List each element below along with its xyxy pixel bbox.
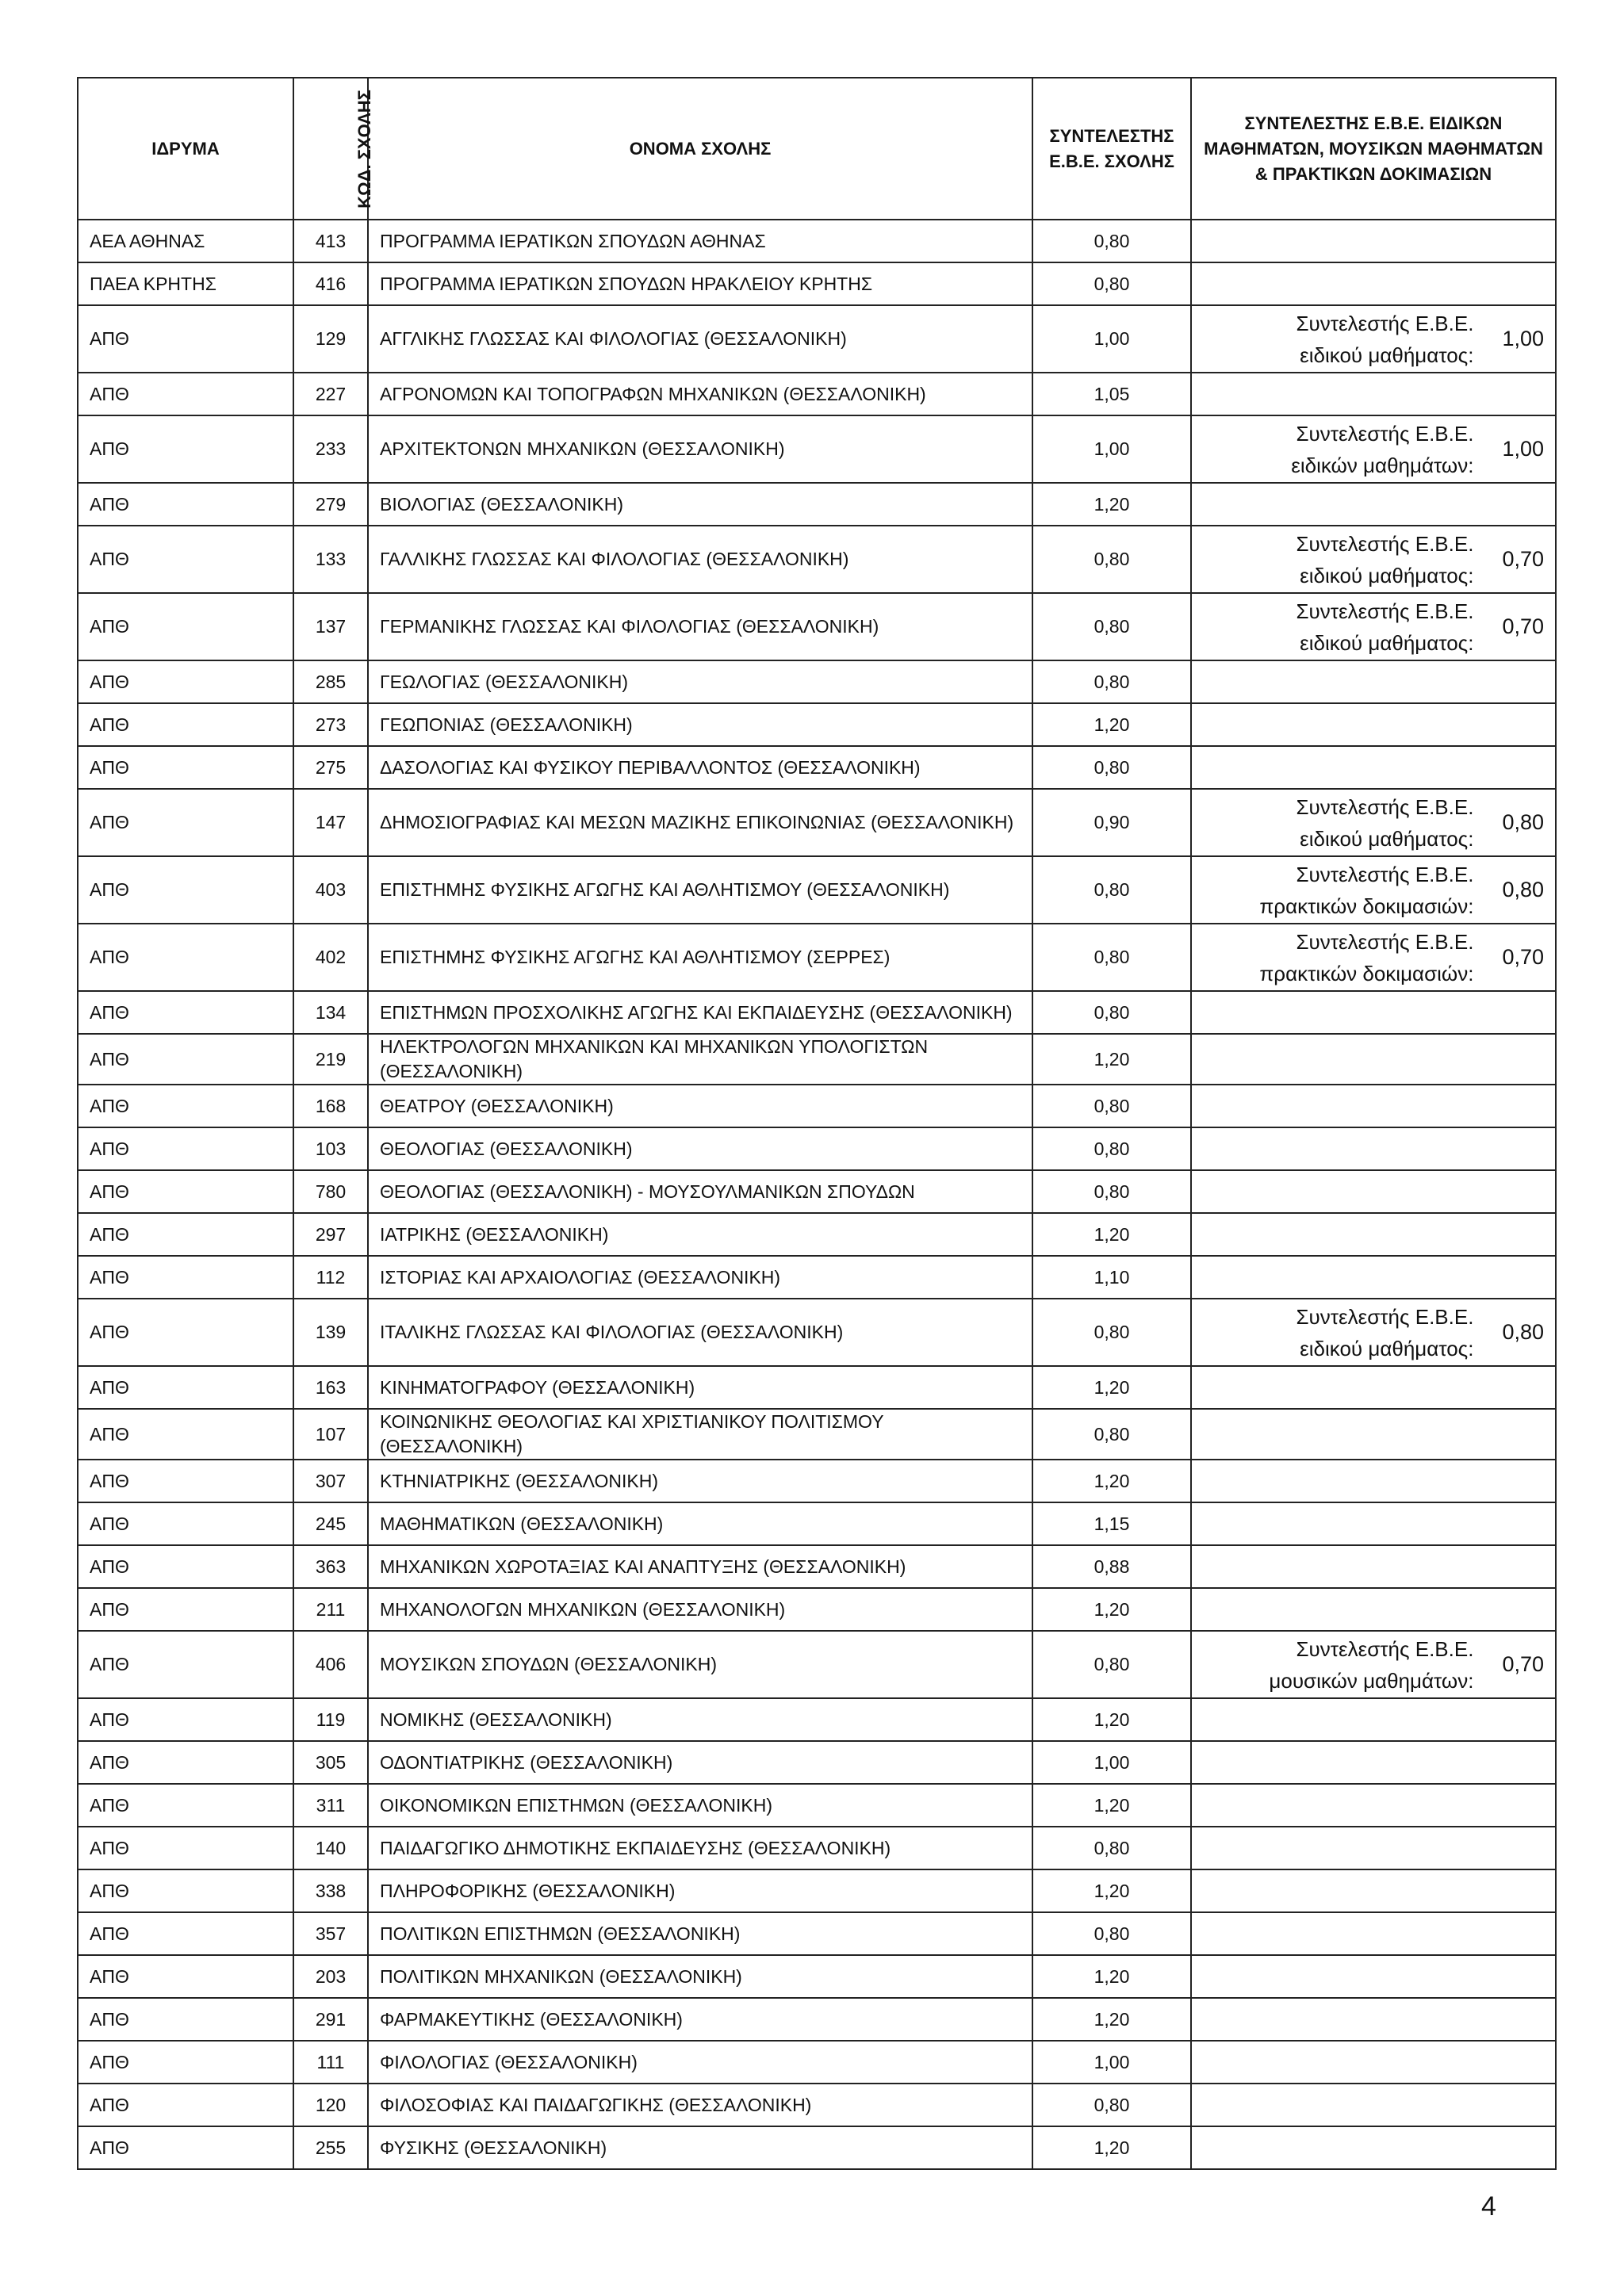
table-row (78, 1299, 1556, 1366)
school-code-cell: 227 (293, 373, 368, 415)
institution-cell: ΑΠΘ (78, 1869, 293, 1912)
special-coefficient-cell (1191, 593, 1556, 660)
table-row (78, 1631, 1556, 1698)
institution-cell: ΑΠΘ (78, 746, 293, 789)
special-coefficient-label (1296, 791, 1473, 855)
special-coefficient-cell (1191, 746, 1556, 789)
school-name-cell: ΚΤΗΝΙΑΤΡΙΚΗΣ (ΘΕΣΣΑΛΟΝΙΚΗ) (368, 1460, 1032, 1502)
special-coefficient (1203, 308, 1544, 371)
school-name-cell: ΝΟΜΙΚΗΣ (ΘΕΣΣΑΛΟΝΙΚΗ) (368, 1698, 1032, 1741)
institution-cell: ΑΠΘ (78, 1034, 293, 1085)
school-coefficient-cell: 0,80 (1032, 1299, 1191, 1366)
institution-cell: ΑΠΘ (78, 1784, 293, 1827)
school-code-cell: 285 (293, 660, 368, 703)
school-coefficient-cell: 1,20 (1032, 1955, 1191, 1998)
institution-cell: ΑΠΘ (78, 789, 293, 856)
special-coefficient-cell (1191, 1588, 1556, 1631)
school-code-cell: 139 (293, 1299, 368, 1366)
school-code-cell: 275 (293, 746, 368, 789)
institution-cell: ΑΠΘ (78, 1170, 293, 1213)
school-coefficient-cell: 0,80 (1032, 746, 1191, 789)
school-name-cell: ΦΑΡΜΑΚΕΥΤΙΚΗΣ (ΘΕΣΣΑΛΟΝΙΚΗ) (368, 1998, 1032, 2041)
institution-cell: ΑΠΘ (78, 1256, 293, 1299)
header-school-code (293, 78, 374, 220)
institution-cell: ΑΠΘ (78, 1912, 293, 1955)
school-coefficient-cell: 1,20 (1032, 1366, 1191, 1409)
institution-cell: ΑΠΘ (78, 1827, 293, 1869)
institution-cell: ΑΠΘ (78, 526, 293, 593)
school-coefficient-cell: 1,05 (1032, 373, 1191, 415)
school-code-cell: 338 (293, 1869, 368, 1912)
institution-cell: ΑΕΑ ΑΘΗΝΑΣ (78, 220, 293, 262)
school-coefficient-cell: 0,80 (1032, 1127, 1191, 1170)
school-name-cell: ΠΡΟΓΡΑΜΜΑ ΙΕΡΑΤΙΚΩΝ ΣΠΟΥΔΩΝ ΑΘΗΝΑΣ (368, 220, 1032, 262)
special-coefficient-cell (1191, 1127, 1556, 1170)
table-row (78, 1869, 1556, 1912)
special-label-line1: Συντελεστής Ε.Β.Ε. (1296, 929, 1474, 954)
school-coefficient-cell: 0,80 (1032, 1912, 1191, 1955)
special-coefficient-value: 0,70 (1502, 614, 1544, 638)
school-coefficient-cell: 1,00 (1032, 415, 1191, 483)
special-coefficient-value: 0,80 (1502, 1320, 1544, 1344)
special-coefficient-value: 0,70 (1502, 945, 1544, 969)
special-label-line2: μουσικών μαθημάτων: (1269, 1668, 1474, 1693)
school-code-cell: 245 (293, 1502, 368, 1545)
school-code-cell: 203 (293, 1955, 368, 1998)
school-coefficient-cell: 0,80 (1032, 856, 1191, 924)
table-row (78, 483, 1556, 526)
special-coefficient-label (1291, 418, 1473, 481)
school-coefficient-cell: 1,20 (1032, 1034, 1191, 1085)
header-school-name: ΟΝΟΜΑ ΣΧΟΛΗΣ (368, 78, 1032, 220)
school-code-cell: 168 (293, 1085, 368, 1127)
institution-cell: ΑΠΘ (78, 1460, 293, 1502)
special-coefficient-cell (1191, 856, 1556, 924)
special-coefficient-cell (1191, 1912, 1556, 1955)
page-number: 4 (1481, 2191, 1496, 2221)
school-name-cell: ΙΑΤΡΙΚΗΣ (ΘΕΣΣΑΛΟΝΙΚΗ) (368, 1213, 1032, 1256)
institution-cell: ΑΠΘ (78, 1631, 293, 1698)
table-row (78, 1998, 1556, 2041)
school-code-cell: 103 (293, 1127, 368, 1170)
school-code-cell: 112 (293, 1256, 368, 1299)
school-coefficient-cell: 1,20 (1032, 1998, 1191, 2041)
school-name-cell: ΑΓΡΟΝΟΜΩΝ ΚΑΙ ΤΟΠΟΓΡΑΦΩΝ ΜΗΧΑΝΙΚΩΝ (ΘΕΣΣΑΛΟΝΙΚΗ) (368, 373, 1032, 415)
special-coefficient (1203, 1633, 1544, 1697)
school-code-cell: 107 (293, 1409, 368, 1460)
school-name-cell: ΓΕΩΠΟΝΙΑΣ (ΘΕΣΣΑΛΟΝΙΚΗ) (368, 703, 1032, 746)
special-coefficient-cell (1191, 2084, 1556, 2126)
institution-cell: ΑΠΘ (78, 856, 293, 924)
school-name-cell: ΙΣΤΟΡΙΑΣ ΚΑΙ ΑΡΧΑΙΟΛΟΓΙΑΣ (ΘΕΣΣΑΛΟΝΙΚΗ) (368, 1256, 1032, 1299)
special-coefficient-cell (1191, 660, 1556, 703)
school-name-cell: ΚΙΝΗΜΑΤΟΓΡΑΦΟΥ (ΘΕΣΣΑΛΟΝΙΚΗ) (368, 1366, 1032, 1409)
school-name-cell: ΠΛΗΡΟΦΟΡΙΚΗΣ (ΘΕΣΣΑΛΟΝΙΚΗ) (368, 1869, 1032, 1912)
table-row (78, 1460, 1556, 1502)
school-coefficient-cell: 0,80 (1032, 991, 1191, 1034)
school-name-cell: ΘΕΟΛΟΓΙΑΣ (ΘΕΣΣΑΛΟΝΙΚΗ) (368, 1127, 1032, 1170)
table-row (78, 746, 1556, 789)
school-code-cell: 413 (293, 220, 368, 262)
table-row (78, 2084, 1556, 2126)
special-coefficient-cell (1191, 262, 1556, 305)
institution-cell: ΑΠΘ (78, 483, 293, 526)
special-label-line1: Συντελεστής Ε.Β.Ε. (1296, 862, 1474, 886)
table-row (78, 1034, 1556, 1085)
special-label-line2: πρακτικών δοκιμασιών: (1259, 894, 1474, 918)
institution-cell: ΑΠΘ (78, 660, 293, 703)
special-coefficient-cell (1191, 703, 1556, 746)
special-coefficient-cell (1191, 1741, 1556, 1784)
institution-cell: ΑΠΘ (78, 1955, 293, 1998)
institution-cell: ΑΠΘ (78, 593, 293, 660)
school-coefficient-cell: 1,00 (1032, 1741, 1191, 1784)
special-coefficient-cell (1191, 1213, 1556, 1256)
institution-cell: ΑΠΘ (78, 1409, 293, 1460)
school-coefficient-cell: 0,80 (1032, 526, 1191, 593)
table-row (78, 991, 1556, 1034)
special-coefficient-label (1296, 308, 1473, 371)
institution-cell: ΑΠΘ (78, 991, 293, 1034)
school-name-cell: ΕΠΙΣΤΗΜΗΣ ΦΥΣΙΚΗΣ ΑΓΩΓΗΣ ΚΑΙ ΑΘΛΗΤΙΣΜΟΥ (ΣΕΡΡΕΣ) (368, 924, 1032, 991)
table-row (78, 262, 1556, 305)
special-coefficient-cell (1191, 924, 1556, 991)
institution-cell: ΑΠΘ (78, 1741, 293, 1784)
school-code-cell: 780 (293, 1170, 368, 1213)
school-code-cell: 137 (293, 593, 368, 660)
school-coefficient-cell: 0,80 (1032, 1631, 1191, 1698)
special-label-line2: ειδικού μαθήματος: (1300, 563, 1474, 587)
table-row (78, 856, 1556, 924)
special-coefficient-label (1259, 926, 1473, 989)
school-name-cell: ΜΗΧΑΝΟΛΟΓΩΝ ΜΗΧΑΝΙΚΩΝ (ΘΕΣΣΑΛΟΝΙΚΗ) (368, 1588, 1032, 1631)
school-coefficient-cell: 0,80 (1032, 1170, 1191, 1213)
school-name-cell: ΓΑΛΛΙΚΗΣ ΓΛΩΣΣΑΣ ΚΑΙ ΦΙΛΟΛΟΓΙΑΣ (ΘΕΣΣΑΛΟΝΙΚΗ) (368, 526, 1032, 593)
school-coefficient-cell: 1,10 (1032, 1256, 1191, 1299)
school-name-cell: ΗΛΕΚΤΡΟΛΟΓΩΝ ΜΗΧΑΝΙΚΩΝ ΚΑΙ ΜΗΧΑΝΙΚΩΝ ΥΠΟΛΟΓΙΣΤΩΝ (ΘΕΣΣΑΛΟΝΙΚΗ) (368, 1034, 1032, 1085)
special-label-line1: Συντελεστής Ε.Β.Ε. (1296, 421, 1474, 446)
school-coefficient-cell: 1,15 (1032, 1502, 1191, 1545)
school-code-cell: 403 (293, 856, 368, 924)
institution-cell: ΑΠΘ (78, 1213, 293, 1256)
school-name-cell: ΘΕΑΤΡΟΥ (ΘΕΣΣΑΛΟΝΙΚΗ) (368, 1085, 1032, 1127)
school-coefficient-cell: 1,20 (1032, 483, 1191, 526)
institution-cell: ΑΠΘ (78, 1545, 293, 1588)
school-code-cell: 357 (293, 1912, 368, 1955)
institution-cell: ΑΠΘ (78, 1998, 293, 2041)
school-coefficient-cell: 0,80 (1032, 1409, 1191, 1460)
school-coefficient-cell: 0,88 (1032, 1545, 1191, 1588)
table-row (78, 593, 1556, 660)
special-coefficient-cell (1191, 483, 1556, 526)
school-code-cell: 119 (293, 1698, 368, 1741)
special-coefficient-cell (1191, 1631, 1556, 1698)
coefficients-table (77, 77, 1557, 2170)
special-coefficient-cell (1191, 1827, 1556, 1869)
special-label-line2: ειδικού μαθήματος: (1300, 1336, 1474, 1360)
table-row (78, 1127, 1556, 1170)
school-code-cell: 255 (293, 2126, 368, 2169)
special-coefficient-cell (1191, 1998, 1556, 2041)
special-coefficient (1203, 1301, 1544, 1364)
special-coefficient-cell (1191, 1955, 1556, 1998)
table-row (78, 1170, 1556, 1213)
school-name-cell: ΠΟΛΙΤΙΚΩΝ ΜΗΧΑΝΙΚΩΝ (ΘΕΣΣΑΛΟΝΙΚΗ) (368, 1955, 1032, 1998)
table-row (78, 2126, 1556, 2169)
special-coefficient-label (1296, 1301, 1473, 1364)
header-institution: ΙΔΡΥΜΑ (78, 78, 293, 220)
table-row (78, 1213, 1556, 1256)
school-coefficient-cell: 0,80 (1032, 220, 1191, 262)
school-code-cell: 219 (293, 1034, 368, 1085)
school-code-cell: 305 (293, 1741, 368, 1784)
institution-cell: ΑΠΘ (78, 1698, 293, 1741)
special-coefficient-cell (1191, 789, 1556, 856)
school-name-cell: ΕΠΙΣΤΗΜΗΣ ΦΥΣΙΚΗΣ ΑΓΩΓΗΣ ΚΑΙ ΑΘΛΗΤΙΣΜΟΥ (ΘΕΣΣΑΛΟΝΙΚΗ) (368, 856, 1032, 924)
table-row (78, 526, 1556, 593)
special-coefficient-cell (1191, 1366, 1556, 1409)
table-row (78, 415, 1556, 483)
special-coefficient-cell (1191, 526, 1556, 593)
school-name-cell: ΠΡΟΓΡΑΜΜΑ ΙΕΡΑΤΙΚΩΝ ΣΠΟΥΔΩΝ ΗΡΑΚΛΕΙΟΥ ΚΡΗΤΗΣ (368, 262, 1032, 305)
table-row (78, 2041, 1556, 2084)
special-label-line1: Συντελεστής Ε.Β.Ε. (1296, 311, 1474, 335)
special-coefficient-cell (1191, 1545, 1556, 1588)
school-coefficient-cell: 0,80 (1032, 1827, 1191, 1869)
institution-cell: ΑΠΘ (78, 924, 293, 991)
school-code-cell: 120 (293, 2084, 368, 2126)
table-row (78, 1698, 1556, 1741)
special-label-line2: ειδικού μαθήματος: (1300, 630, 1474, 655)
institution-cell: ΑΠΘ (78, 1588, 293, 1631)
table-row (78, 1741, 1556, 1784)
special-coefficient-value: 0,70 (1502, 1652, 1544, 1676)
special-coefficient-label (1296, 528, 1473, 591)
special-label-line2: ειδικών μαθημάτων: (1291, 453, 1474, 477)
institution-cell: ΠΑΕΑ ΚΡΗΤΗΣ (78, 262, 293, 305)
school-name-cell: ΕΠΙΣΤΗΜΩΝ ΠΡΟΣΧΟΛΙΚΗΣ ΑΓΩΓΗΣ ΚΑΙ ΕΚΠΑΙΔΕΥΣΗΣ (ΘΕΣΣΑΛΟΝΙΚΗ) (368, 991, 1032, 1034)
school-name-cell: ΔΑΣΟΛΟΓΙΑΣ ΚΑΙ ΦΥΣΙΚΟΥ ΠΕΡΙΒΑΛΛΟΝΤΟΣ (ΘΕΣΣΑΛΟΝΙΚΗ) (368, 746, 1032, 789)
school-name-cell: ΘΕΟΛΟΓΙΑΣ (ΘΕΣΣΑΛΟΝΙΚΗ) - ΜΟΥΣΟΥΛΜΑΝΙΚΩΝ ΣΠΟΥΔΩΝ (368, 1170, 1032, 1213)
special-coefficient-cell (1191, 1085, 1556, 1127)
institution-cell: ΑΠΘ (78, 1299, 293, 1366)
school-coefficient-cell: 0,80 (1032, 1085, 1191, 1127)
school-coefficient-cell: 1,00 (1032, 305, 1191, 373)
school-name-cell: ΚΟΙΝΩΝΙΚΗΣ ΘΕΟΛΟΓΙΑΣ ΚΑΙ ΧΡΙΣΤΙΑΝΙΚΟΥ ΠΟΛΙΤΙΣΜΟΥ (ΘΕΣΣΑΛΟΝΙΚΗ) (368, 1409, 1032, 1460)
school-code-cell: 133 (293, 526, 368, 593)
table-row (78, 1955, 1556, 1998)
special-coefficient-cell (1191, 415, 1556, 483)
special-coefficient-cell (1191, 1170, 1556, 1213)
table-row (78, 305, 1556, 373)
institution-cell: ΑΠΘ (78, 305, 293, 373)
table-row (78, 1502, 1556, 1545)
special-coefficient-value: 1,00 (1502, 327, 1544, 350)
table-header-row (78, 78, 1556, 220)
school-coefficient-cell: 1,20 (1032, 1460, 1191, 1502)
school-coefficient-cell: 0,80 (1032, 924, 1191, 991)
special-coefficient-cell (1191, 1784, 1556, 1827)
institution-cell: ΑΠΘ (78, 2084, 293, 2126)
special-coefficient-cell (1191, 1460, 1556, 1502)
school-name-cell: ΦΙΛΟΛΟΓΙΑΣ (ΘΕΣΣΑΛΟΝΙΚΗ) (368, 2041, 1032, 2084)
school-coefficient-cell: 1,00 (1032, 2041, 1191, 2084)
special-coefficient-value: 0,80 (1502, 810, 1544, 834)
school-name-cell: ΦΥΣΙΚΗΣ (ΘΕΣΣΑΛΟΝΙΚΗ) (368, 2126, 1032, 2169)
school-code-cell: 307 (293, 1460, 368, 1502)
special-coefficient-cell (1191, 1409, 1556, 1460)
table-row (78, 1409, 1556, 1460)
special-coefficient-label (1259, 859, 1473, 922)
institution-cell: ΑΠΘ (78, 415, 293, 483)
special-label-line2: πρακτικών δοκιμασιών: (1259, 961, 1474, 985)
institution-cell: ΑΠΘ (78, 1366, 293, 1409)
school-name-cell: ΜΟΥΣΙΚΩΝ ΣΠΟΥΔΩΝ (ΘΕΣΣΑΛΟΝΙΚΗ) (368, 1631, 1032, 1698)
school-name-cell: ΠΟΛΙΤΙΚΩΝ ΕΠΙΣΤΗΜΩΝ (ΘΕΣΣΑΛΟΝΙΚΗ) (368, 1912, 1032, 1955)
table-row (78, 924, 1556, 991)
special-coefficient-cell (1191, 1869, 1556, 1912)
table-row (78, 1085, 1556, 1127)
table-row (78, 1256, 1556, 1299)
school-coefficient-cell: 1,20 (1032, 2126, 1191, 2169)
table-row (78, 660, 1556, 703)
table-row (78, 1588, 1556, 1631)
school-code-cell: 147 (293, 789, 368, 856)
school-coefficient-cell: 0,80 (1032, 2084, 1191, 2126)
table-row (78, 373, 1556, 415)
school-name-cell: ΟΔΟΝΤΙΑΤΡΙΚΗΣ (ΘΕΣΣΑΛΟΝΙΚΗ) (368, 1741, 1032, 1784)
special-coefficient-cell (1191, 1299, 1556, 1366)
table-row (78, 1366, 1556, 1409)
school-name-cell: ΒΙΟΛΟΓΙΑΣ (ΘΕΣΣΑΛΟΝΙΚΗ) (368, 483, 1032, 526)
special-coefficient-cell (1191, 220, 1556, 262)
table-row (78, 789, 1556, 856)
special-coefficient-value: 0,70 (1502, 547, 1544, 571)
institution-cell: ΑΠΘ (78, 703, 293, 746)
special-coefficient (1203, 926, 1544, 989)
institution-cell: ΑΠΘ (78, 2126, 293, 2169)
school-coefficient-cell: 1,20 (1032, 1213, 1191, 1256)
table-row (78, 1827, 1556, 1869)
special-coefficient-cell (1191, 1256, 1556, 1299)
school-name-cell: ΜΗΧΑΝΙΚΩΝ ΧΩΡΟΤΑΞΙΑΣ ΚΑΙ ΑΝΑΠΤΥΞΗΣ (ΘΕΣΣΑΛΟΝΙΚΗ) (368, 1545, 1032, 1588)
header-special-coefficient: ΣΥΝΤΕΛΕΣΤΗΣ Ε.Β.Ε. ΕΙΔΙΚΩΝ ΜΑΘΗΜΑΤΩΝ, ΜΟΥΣΙΚΩΝ ΜΑΘΗΜΑΤΩΝ & ΠΡΑΚΤΙΚΩΝ ΔΟΚΙΜΑΣΙΩΝ (1191, 78, 1556, 220)
school-coefficient-cell: 1,20 (1032, 1698, 1191, 1741)
school-code-cell: 311 (293, 1784, 368, 1827)
school-code-cell: 111 (293, 2041, 368, 2084)
school-code-cell: 163 (293, 1366, 368, 1409)
school-coefficient-cell: 0,80 (1032, 262, 1191, 305)
school-name-cell: ΜΑΘΗΜΑΤΙΚΩΝ (ΘΕΣΣΑΛΟΝΙΚΗ) (368, 1502, 1032, 1545)
school-name-cell: ΟΙΚΟΝΟΜΙΚΩΝ ΕΠΙΣΤΗΜΩΝ (ΘΕΣΣΑΛΟΝΙΚΗ) (368, 1784, 1032, 1827)
institution-cell: ΑΠΘ (78, 1127, 293, 1170)
school-code-cell: 363 (293, 1545, 368, 1588)
special-label-line1: Συντελεστής Ε.Β.Ε. (1296, 531, 1474, 556)
special-coefficient-cell (1191, 305, 1556, 373)
school-name-cell: ΑΓΓΛΙΚΗΣ ΓΛΩΣΣΑΣ ΚΑΙ ΦΙΛΟΛΟΓΙΑΣ (ΘΕΣΣΑΛΟΝΙΚΗ) (368, 305, 1032, 373)
school-code-cell: 406 (293, 1631, 368, 1698)
table-row (78, 1545, 1556, 1588)
special-coefficient-cell (1191, 991, 1556, 1034)
school-name-cell: ΓΕΩΛΟΓΙΑΣ (ΘΕΣΣΑΛΟΝΙΚΗ) (368, 660, 1032, 703)
special-coefficient (1203, 595, 1544, 659)
school-coefficient-cell: 0,90 (1032, 789, 1191, 856)
special-coefficient-cell (1191, 2126, 1556, 2169)
special-label-line1: Συντελεστής Ε.Β.Ε. (1296, 1636, 1474, 1661)
special-label-line1: Συντελεστής Ε.Β.Ε. (1296, 599, 1474, 623)
school-name-cell: ΙΤΑΛΙΚΗΣ ΓΛΩΣΣΑΣ ΚΑΙ ΦΙΛΟΛΟΓΙΑΣ (ΘΕΣΣΑΛΟΝΙΚΗ) (368, 1299, 1032, 1366)
table-row (78, 703, 1556, 746)
special-coefficient-cell (1191, 1034, 1556, 1085)
table-row (78, 1784, 1556, 1827)
special-coefficient-label (1269, 1633, 1473, 1697)
school-code-cell: 140 (293, 1827, 368, 1869)
special-coefficient-cell (1191, 373, 1556, 415)
header-school-code-label: ΚΩΔ. ΣΧΟΛΗΣ (354, 89, 374, 209)
special-label-line1: Συντελεστής Ε.Β.Ε. (1296, 1304, 1474, 1329)
school-name-cell: ΦΙΛΟΣΟΦΙΑΣ ΚΑΙ ΠΑΙΔΑΓΩΓΙΚΗΣ (ΘΕΣΣΑΛΟΝΙΚΗ) (368, 2084, 1032, 2126)
school-code-cell: 233 (293, 415, 368, 483)
school-code-cell: 416 (293, 262, 368, 305)
table-row (78, 1912, 1556, 1955)
special-label-line1: Συντελεστής Ε.Β.Ε. (1296, 794, 1474, 819)
school-coefficient-cell: 0,80 (1032, 660, 1191, 703)
school-code-cell: 211 (293, 1588, 368, 1631)
special-coefficient-value: 0,80 (1502, 878, 1544, 901)
school-coefficient-cell: 0,80 (1032, 593, 1191, 660)
school-name-cell: ΔΗΜΟΣΙΟΓΡΑΦΙΑΣ ΚΑΙ ΜΕΣΩΝ ΜΑΖΙΚΗΣ ΕΠΙΚΟΙΝΩΝΙΑΣ (ΘΕΣΣΑΛΟΝΙΚΗ) (368, 789, 1032, 856)
special-coefficient-cell (1191, 1698, 1556, 1741)
school-code-cell: 279 (293, 483, 368, 526)
institution-cell: ΑΠΘ (78, 1502, 293, 1545)
header-school-coefficient: ΣΥΝΤΕΛΕΣΤΗΣ Ε.Β.Ε. ΣΧΟΛΗΣ (1032, 78, 1191, 220)
school-code-cell: 291 (293, 1998, 368, 2041)
table-row (78, 220, 1556, 262)
special-coefficient (1203, 791, 1544, 855)
special-coefficient-value: 1,00 (1502, 437, 1544, 461)
school-coefficient-cell: 1,20 (1032, 1869, 1191, 1912)
school-code-cell: 402 (293, 924, 368, 991)
school-code-cell: 134 (293, 991, 368, 1034)
special-coefficient (1203, 528, 1544, 591)
special-label-line2: ειδικού μαθήματος: (1300, 342, 1474, 367)
school-coefficient-cell: 1,20 (1032, 1588, 1191, 1631)
school-code-cell: 273 (293, 703, 368, 746)
school-coefficient-cell: 1,20 (1032, 1784, 1191, 1827)
special-coefficient-label (1296, 595, 1473, 659)
school-code-cell: 129 (293, 305, 368, 373)
special-label-line2: ειδικού μαθήματος: (1300, 826, 1474, 851)
school-name-cell: ΑΡΧΙΤΕΚΤΟΝΩΝ ΜΗΧΑΝΙΚΩΝ (ΘΕΣΣΑΛΟΝΙΚΗ) (368, 415, 1032, 483)
school-code-cell: 297 (293, 1213, 368, 1256)
institution-cell: ΑΠΘ (78, 2041, 293, 2084)
special-coefficient (1203, 418, 1544, 481)
school-name-cell: ΓΕΡΜΑΝΙΚΗΣ ΓΛΩΣΣΑΣ ΚΑΙ ΦΙΛΟΛΟΓΙΑΣ (ΘΕΣΣΑΛΟΝΙΚΗ) (368, 593, 1032, 660)
special-coefficient-cell (1191, 1502, 1556, 1545)
school-coefficient-cell: 1,20 (1032, 703, 1191, 746)
school-name-cell: ΠΑΙΔΑΓΩΓΙΚΟ ΔΗΜΟΤΙΚΗΣ ΕΚΠΑΙΔΕΥΣΗΣ (ΘΕΣΣΑΛΟΝΙΚΗ) (368, 1827, 1032, 1869)
institution-cell: ΑΠΘ (78, 1085, 293, 1127)
special-coefficient-cell (1191, 2041, 1556, 2084)
special-coefficient (1203, 859, 1544, 922)
institution-cell: ΑΠΘ (78, 373, 293, 415)
